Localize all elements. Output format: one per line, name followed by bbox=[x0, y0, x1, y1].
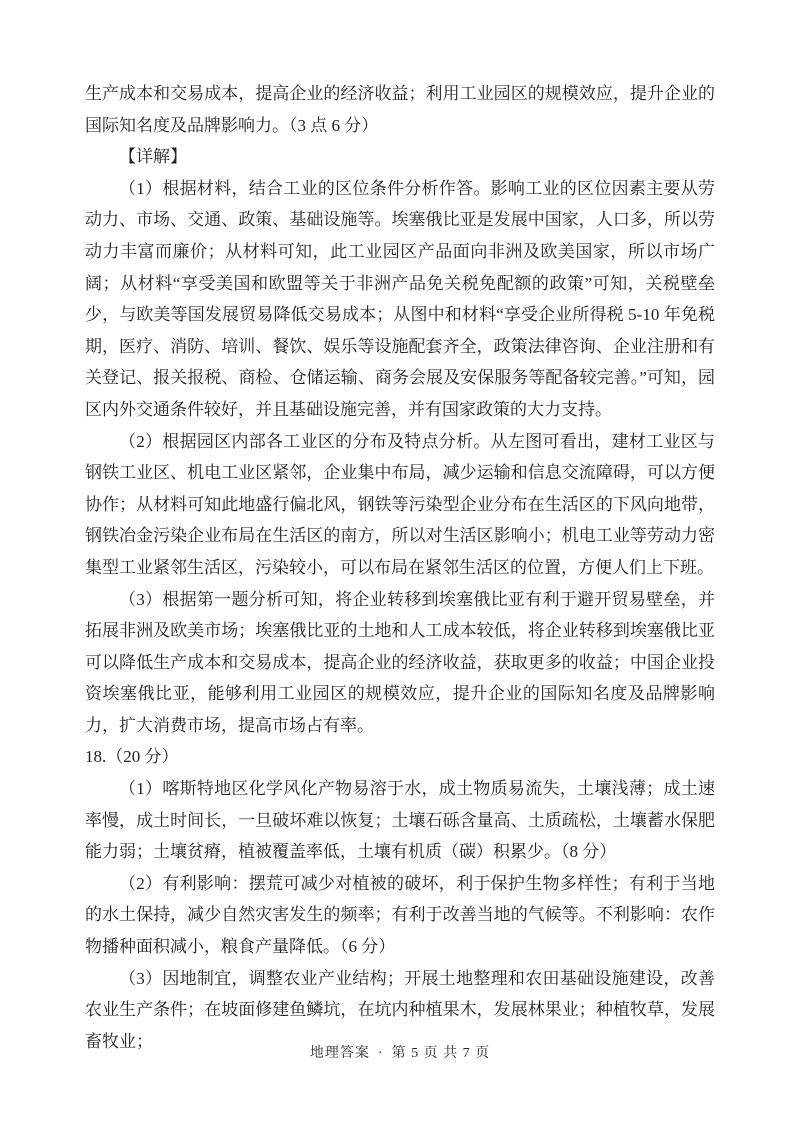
document-body bbox=[85, 78, 715, 1057]
paragraph-q18-answer-2: （2）有利影响：摆荒可减少对植被的破坏，利于保护生物多样性；有利于当地的水土保持，减少自然灾害发生的频率；有利于改善当地的气候等。不利影响：农作物播种面积减小，粮食产量降低。（6 分） bbox=[85, 873, 715, 957]
paragraph-q17-detail-3: （3）根据第一题分析可知，将企业转移到埃塞俄比亚有利于避开贸易壁垒，并拓展非洲及欧美市场；埃塞俄比亚的土地和人工成本较低，将企业转移到埃塞俄比亚可以降低生产成本和交易成本，提高企业的经济收益，获取更多的收益；中国企业投资埃塞俄比亚，能够利用工业园区的规模效应，提升企业的国际知名度及品牌影响力，扩大消费市场，提高市场占有率。 bbox=[85, 589, 715, 735]
footer-separator: · bbox=[377, 1046, 384, 1061]
detail-heading: 【详解】 bbox=[119, 147, 187, 167]
paragraph-q17-detail-2: （2）根据园区内部各工业区的分布及特点分析。从左图可看出，建材工业区与钢铁工业区、机电工业区紧邻，企业集中布局，减少运输和信息交流障碍，可以方便协作；从材料可知此地盛行偏北风，钢铁等污染型企业分布在生活区的下风向地带，钢铁冶金污染企业布局在生活区的南方，所以对生活区影响小；机电工业等劳动力密集型工业紧邻生活区，污染较小，可以布局在紧邻生活区的位置，方便人们上下班。 bbox=[85, 431, 715, 577]
paragraph-q17-detail-1: （1）根据材料，结合工业的区位条件分析作答。影响工业的区位因素主要从劳动力、市场、交通、政策、基础设施等。埃塞俄比亚是发展中国家，人口多，所以劳动力丰富而廉价；从材料可知，此工业园区产品面向非洲及欧美国家，所以市场广阔；从材料“享受美国和欧盟等关于非洲产品免关税免配额的政策”可知，关税壁垒少，与欧美等国发展贸易降低交易成本；从图中和材料“享受企业所得税 5-10 年免税期，医疗、消防、培训、餐饮、娱乐等设施配套齐全，政策法律咨询、企业注册和有关登记、报关报税、商检、仓储运输、商务会展及安保服务等配备较完善。”可知，园区内外交通条件较好，并且基础设施完善，并有国家政策的大力支持。 bbox=[85, 178, 715, 419]
question-18-header: 18.（20 分） bbox=[85, 747, 179, 767]
paragraph-q17-answer-end: 生产成本和交易成本，提高企业的经济收益；利用工业园区的规模效应，提升企业的国际知名度及品牌影响力。（3 点 6 分） bbox=[85, 84, 715, 135]
footer-page-info: 第 5 页 共 7 页 bbox=[391, 1046, 491, 1061]
footer-subject-label: 地理答案 bbox=[309, 1046, 370, 1061]
paragraph-q18-answer-3: （3）因地制宜，调整农业产业结构；开展土地整理和农田基础设施建设，改善农业生产条件；在坡面修建鱼鳞坑，在坑内种植果木，发展林果业；种植牧草，发展畜牧业； bbox=[85, 968, 715, 1051]
paragraph-q18-answer-1: （1）喀斯特地区化学风化产物易溶于水，成土物质易流失，土壤浅薄；成土速率慢，成土时间长，一旦破坏难以恢复；土壤石砾含量高、土质疏松，土壤蓄水保肥能力弱；土壤贫瘠，植被覆盖率低，土壤有机质（碳）积累少。（8 分） bbox=[85, 779, 715, 862]
page-footer bbox=[0, 1042, 800, 1062]
